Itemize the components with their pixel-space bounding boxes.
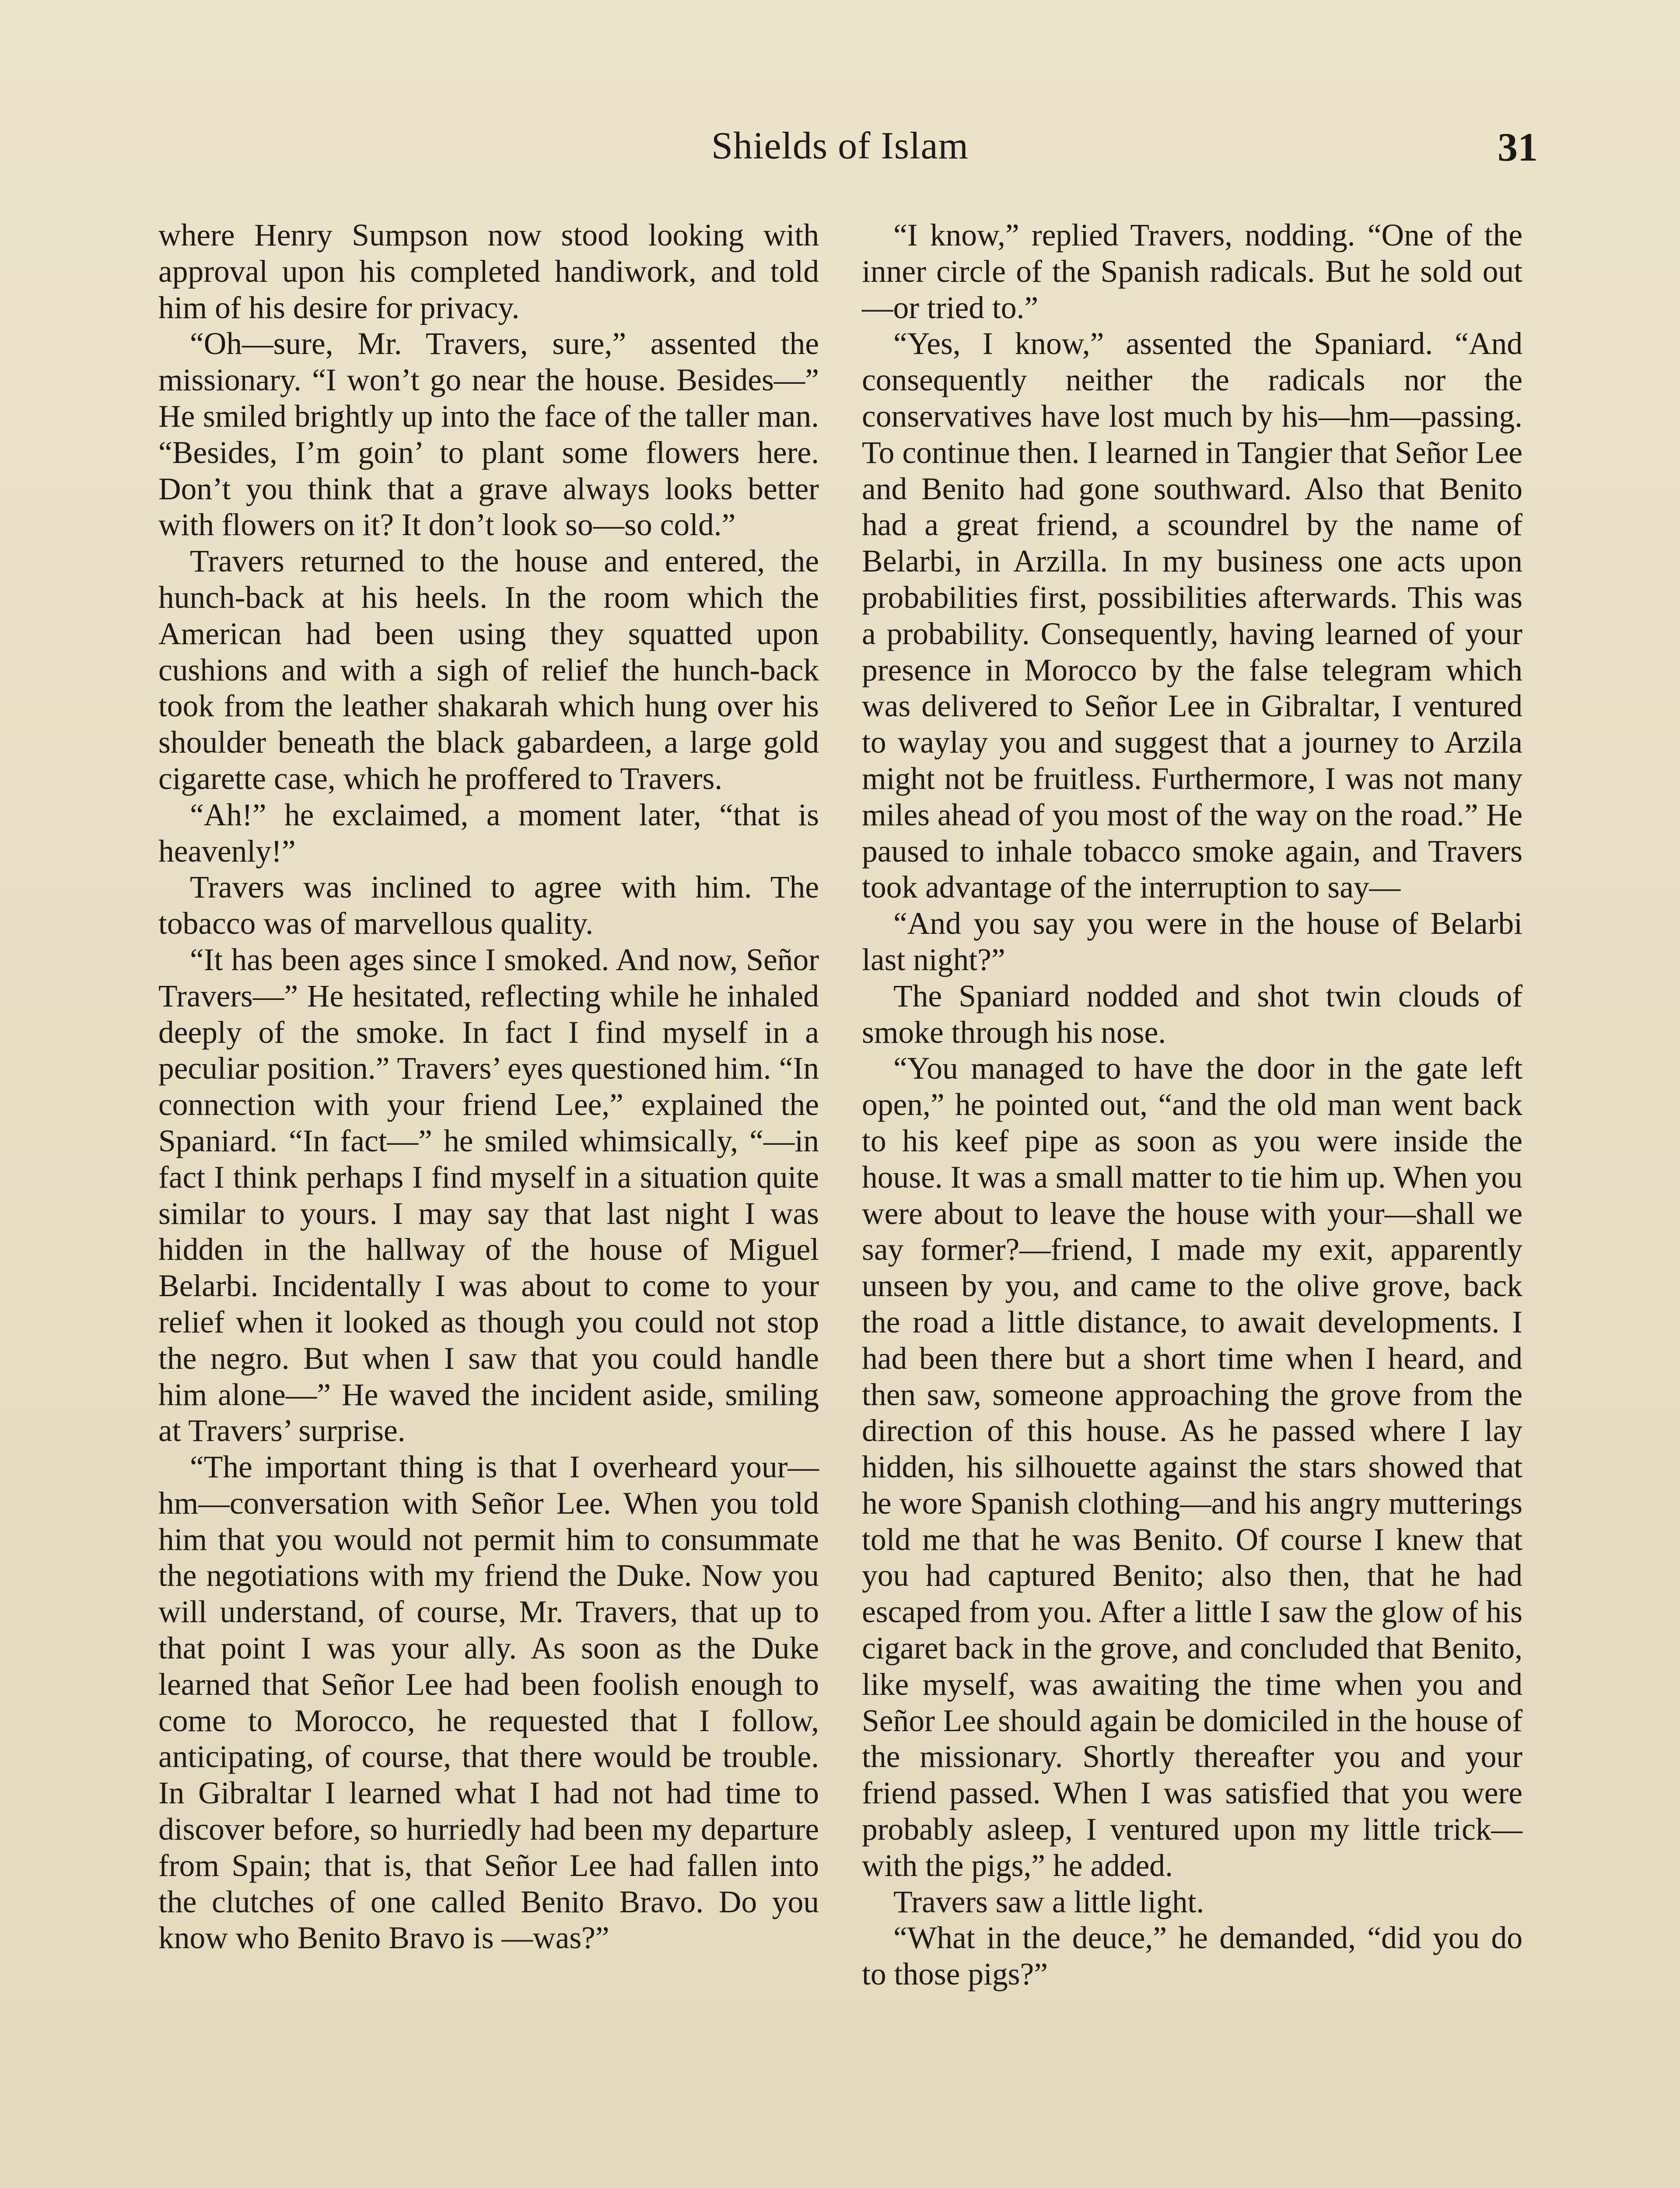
paragraph: where Henry Sumpson now stood looking with approval upon his completed handiwork, and told him of his desire for privacy.: [158, 218, 819, 325]
page-number: 31: [1498, 125, 1538, 169]
paragraph: Travers saw a little light.: [893, 1884, 1204, 1919]
paragraph: “Yes, I know,” assented the Spaniard. “And consequently neither the radicals nor the conservatives have lost much by his—hm—passing. To continue then. I learned in Tangier that Señor Lee and Benito had gone southward. Also that Benito had a great friend, a scoundrel by the name of Belarbi, in Arzilla. In my business one acts upon probabilities first, possibilities afterwards. This was a probability. Consequently, having learned of your presence in Morocco by the false telegram which was delivered to Señor Lee in Gibraltar, I ventured to waylay you and suggest that a journey to Arzila might not be fruitless. Furthermore, I was not many miles ahead of you most of the way on the road.” He paused to inhale tobacco smoke again, and Travers took advantage of the interruption to say—: [862, 326, 1522, 905]
running-head-title: Shields of Islam: [711, 125, 969, 167]
paragraph: Travers was inclined to agree with him. The tobacco was of marvellous quality.: [158, 870, 819, 941]
text-column-left: [158, 217, 819, 1957]
paragraph: “You managed to have the door in the gate left open,” he pointed out, “and the old man went back to his keef pipe as soon as you were inside the house. It was a small matter to tie him up. When you were about to leave the house with your—shall we say former?—friend, I made my exit, apparently unseen by you, and came to the olive grove, back the road a little distance, to await developments. I had been there but a short time when I heard, and then saw, someone approaching the grove from the direction of this house. As he passed where I lay hidden, his silhouette against the stars showed that he wore Spanish clothing—and his angry mutterings told me that he was Benito. Of course I knew that you had captured Benito; also then, that he had escaped from you. After a little I saw the glow of his cigaret back in the grove, and concluded that Benito, like myself, was awaiting the time when you and Señor Lee should again be domiciled in the house of the missionary. Shortly thereafter you and your friend passed. When I was satisfied that you were probably asleep, I ventured upon my little trick—with the pigs,” he added.: [862, 1051, 1522, 1883]
paragraph: “And you say you were in the house of Belarbi last night?”: [862, 906, 1522, 977]
paragraph: “It has been ages since I smoked. And now, Señor Travers—” He hesitated, reflecting while he inhaled deeply of the smoke. In fact I find myself in a peculiar position.” Travers’ eyes questioned him. “In connection with your friend Lee,” explained the Spaniard. “In fact—” he smiled whimsically, “—in fact I think perhaps I find myself in a situation quite similar to yours. I may say that last night I was hidden in the hallway of the house of Miguel Belarbi. Incidentally I was about to come to your relief when it looked as though you could not stop the negro. But when I saw that you could handle him alone—” He waved the incident aside, smiling at Travers’ surprise.: [158, 942, 819, 1448]
paragraph: “I know,” replied Travers, nodding. “One of the inner circle of the Spanish radicals. But he sold out—or tried to.”: [862, 218, 1522, 325]
paragraph: Travers returned to the house and entered, the hunch-back at his heels. In the room which the American had been using they squatted upon cushions and with a sigh of relief the hunch-back took from the leather shakarah which hung over his shoulder beneath the black gabardeen, a large gold cigarette case, which he proffered to Travers.: [158, 544, 819, 796]
text-column-right: [862, 217, 1522, 1993]
paragraph: The Spaniard nodded and shot twin clouds of smoke through his nose.: [862, 978, 1522, 1050]
paragraph: “Ah!” he exclaimed, a moment later, “that is heavenly!”: [158, 797, 819, 869]
paragraph: “Oh—sure, Mr. Travers, sure,” assented the missionary. “I won’t go near the house. Besides—” He smiled brightly up into the face of the taller man. “Besides, I’m goin’ to plant some flowers here. Don’t you think that a grave always looks better with flowers on it? It don’t look so—so cold.”: [158, 326, 819, 543]
paragraph: “The important thing is that I overheard your—hm—conversation with Señor Lee. When you told him that you would not permit him to consummate the negotiations with my friend the Duke. Now you will understand, of course, Mr. Travers, that up to that point I was your ally. As soon as the Duke learned that Señor Lee had been foolish enough to come to Morocco, he requested that I follow, anticipating, of course, that there would be trouble. In Gibraltar I learned what I had not had time to discover before, so hurriedly had been my departure from Spain; that is, that Señor Lee had fallen into the clutches of one called Benito Bravo. Do you know who Benito Bravo is —was?”: [158, 1450, 819, 1956]
paragraph: “What in the deuce,” he demanded, “did you do to those pigs?”: [862, 1921, 1522, 1992]
